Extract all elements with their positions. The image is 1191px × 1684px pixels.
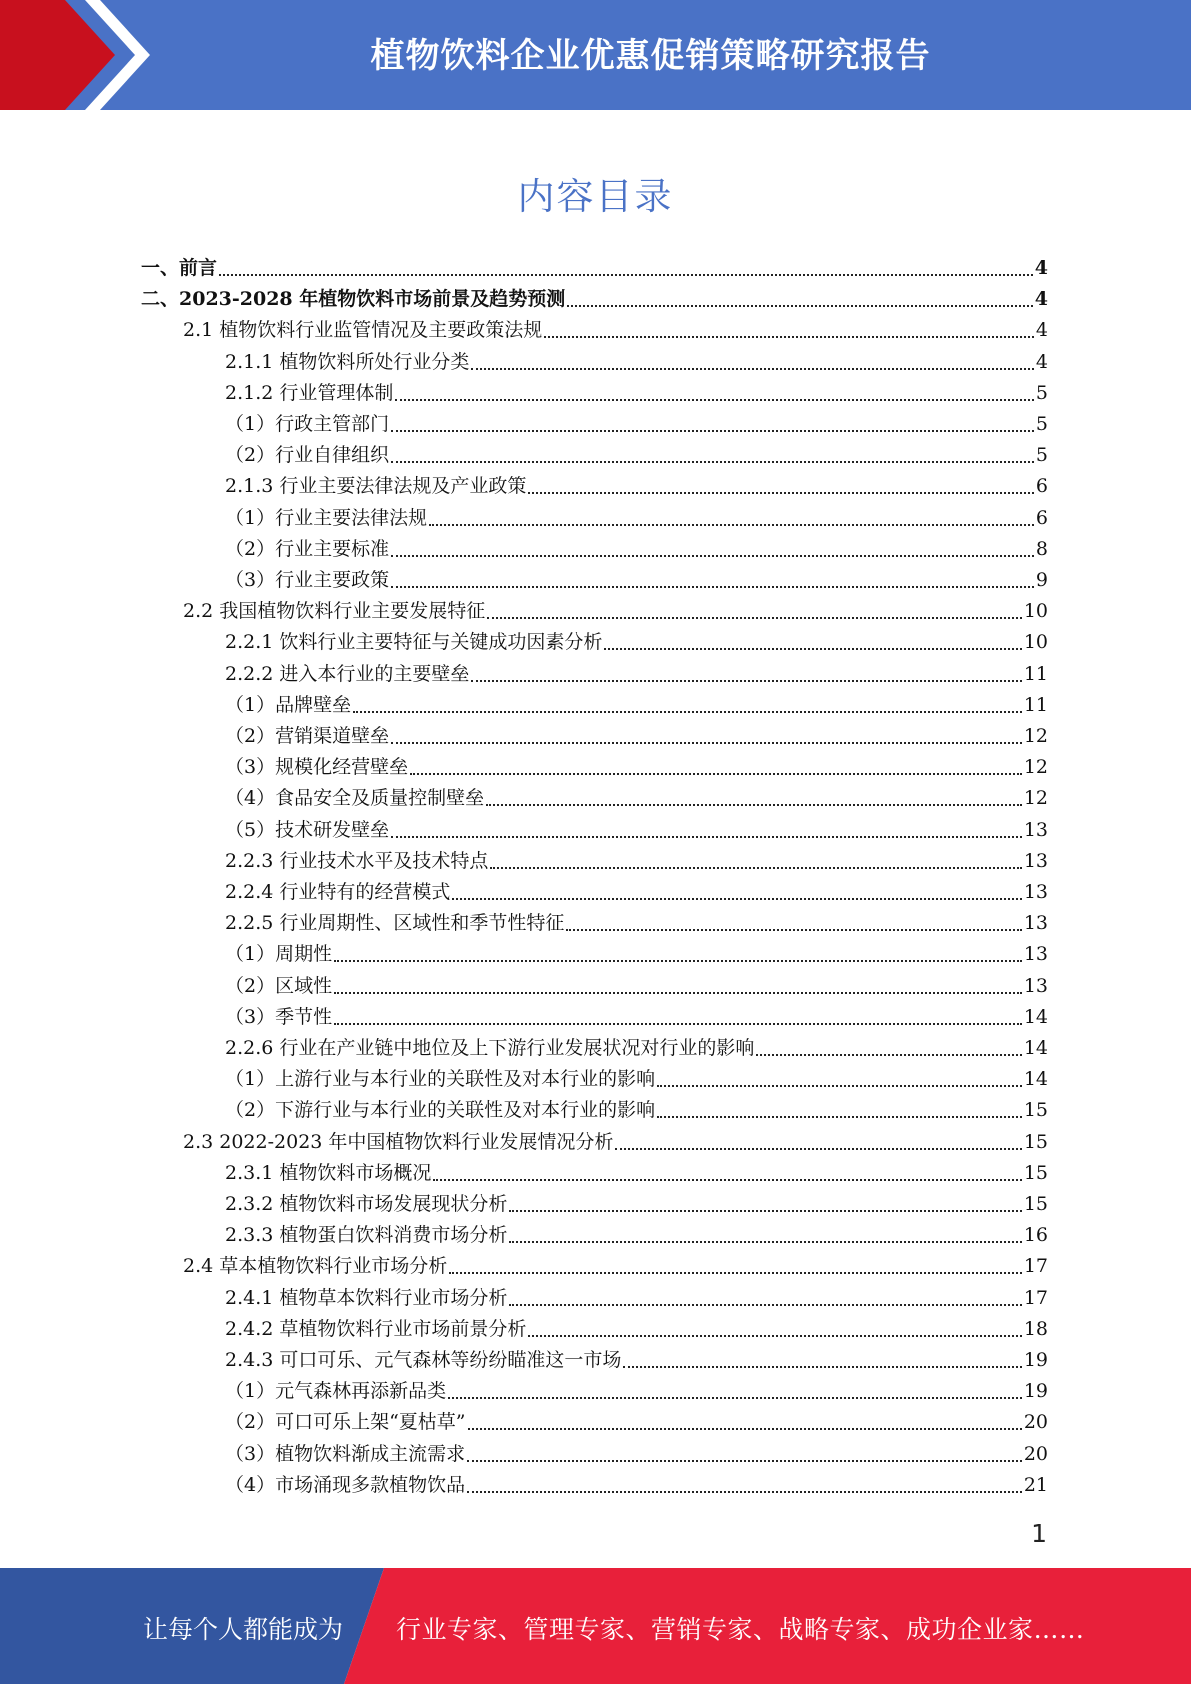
- toc-entry-page: 13: [1023, 912, 1048, 934]
- toc-entry[interactable]: [225, 815, 1048, 846]
- toc-leader-dots: [566, 929, 1021, 931]
- toc-entry-page: 15: [1023, 1193, 1048, 1215]
- toc-entry-label: （3）季节性: [225, 1006, 333, 1028]
- toc-entry-page: 13: [1023, 881, 1048, 903]
- toc-leader-dots: [334, 960, 1022, 962]
- toc-entry-page: 20: [1023, 1443, 1048, 1465]
- toc-entry-label: （3）规模化经营壁垒: [225, 756, 409, 778]
- report-title: 植物饮料企业优惠促销策略研究报告: [370, 36, 931, 76]
- footer-slogan-right: 行业专家、管理专家、营销专家、战略专家、成功企业家……: [396, 1615, 1085, 1644]
- toc-entry-page: 5: [1035, 413, 1048, 435]
- toc-entry[interactable]: [183, 315, 1048, 346]
- toc-entry-page: 19: [1023, 1380, 1048, 1402]
- toc-leader-dots: [468, 1428, 1022, 1430]
- toc-entry-label: （1）元气森林再添新品类: [225, 1380, 447, 1402]
- toc-entry-page: 16: [1023, 1224, 1048, 1246]
- footer-band: [0, 1568, 1191, 1684]
- toc-entry-label: 2.4 草本植物饮料行业市场分析: [183, 1255, 448, 1277]
- toc-entry[interactable]: [225, 1189, 1048, 1220]
- toc-entry-page: 11: [1023, 663, 1048, 685]
- toc-entry-page: 13: [1023, 943, 1048, 965]
- toc-entry[interactable]: [225, 1314, 1048, 1345]
- toc-entry-label: 2.3.2 植物饮料市场发展现状分析: [225, 1193, 508, 1215]
- toc-leader-dots: [391, 836, 1022, 838]
- toc-entry-label: 2.2.5 行业周期性、区域性和季节性特征: [225, 912, 565, 934]
- toc-leader-dots: [452, 898, 1021, 900]
- toc-entry-page: 13: [1023, 975, 1048, 997]
- toc-entry-label: 2.1.3 行业主要法律法规及产业政策: [225, 475, 527, 497]
- toc-entry[interactable]: [225, 846, 1048, 877]
- toc-leader-dots: [756, 1054, 1021, 1056]
- toc-entry-label: 2.4.1 植物草本饮料行业市场分析: [225, 1287, 508, 1309]
- toc-entry[interactable]: [141, 284, 1048, 315]
- toc-leader-dots: [490, 867, 1021, 869]
- toc-entry[interactable]: [225, 534, 1048, 565]
- toc-entry[interactable]: [225, 347, 1048, 378]
- toc-leader-dots: [657, 1085, 1022, 1087]
- toc-leader-dots: [528, 492, 1034, 494]
- toc-entry-label: 一、前言: [141, 257, 218, 279]
- toc-leader-dots: [471, 680, 1021, 682]
- toc-entry-page: 12: [1023, 756, 1048, 778]
- toc-entry[interactable]: [225, 971, 1048, 1002]
- toc-heading: 内容目录: [517, 175, 674, 218]
- toc-leader-dots: [623, 1366, 1021, 1368]
- toc-leader-dots: [391, 461, 1034, 463]
- toc-leader-dots: [487, 617, 1022, 619]
- toc-entry-page: 4: [1035, 319, 1048, 341]
- toc-leader-dots: [467, 1491, 1022, 1493]
- toc-entry-page: 12: [1023, 787, 1048, 809]
- toc-entry[interactable]: [225, 877, 1048, 908]
- toc-leader-dots: [604, 648, 1021, 650]
- toc-leader-dots: [509, 1304, 1021, 1306]
- toc-leader-dots: [219, 274, 1033, 276]
- toc-entry-label: （3）行业主要政策: [225, 569, 390, 591]
- toc-entry[interactable]: [225, 627, 1048, 658]
- toc-entry[interactable]: [225, 1220, 1048, 1251]
- toc-entry-label: 2.2.3 行业技术水平及技术特点: [225, 850, 489, 872]
- toc-entry[interactable]: [225, 908, 1048, 939]
- toc-entry[interactable]: [225, 1407, 1048, 1438]
- toc-entry-label: 2.2.2 进入本行业的主要壁垒: [225, 663, 470, 685]
- toc-leader-dots: [448, 1397, 1022, 1399]
- toc-leader-dots: [657, 1116, 1022, 1118]
- toc-entry-label: 2.4.2 草植物饮料行业市场前景分析: [225, 1318, 527, 1340]
- toc-leader-dots: [615, 1148, 1021, 1150]
- toc-entry-label: 2.2.1 饮料行业主要特征与关键成功因素分析: [225, 631, 603, 653]
- toc-entry-page: 9: [1035, 569, 1048, 591]
- toc-entry-label: 2.2 我国植物饮料行业主要发展特征: [183, 600, 486, 622]
- toc-leader-dots: [509, 1241, 1021, 1243]
- toc-entry[interactable]: [225, 659, 1048, 690]
- toc-leader-dots: [395, 399, 1034, 401]
- toc-entry[interactable]: [225, 721, 1048, 752]
- toc-entry-label: （1）行政主管部门: [225, 413, 390, 435]
- toc-entry[interactable]: [225, 1158, 1048, 1189]
- toc-leader-dots: [391, 555, 1034, 557]
- toc-entry-label: （2）可口可乐上架“夏枯草”: [225, 1411, 466, 1433]
- toc-entry[interactable]: [225, 1064, 1048, 1095]
- toc-entry-label: （1）周期性: [225, 943, 333, 965]
- toc-entry-label: 2.1.2 行业管理体制: [225, 382, 394, 404]
- toc-entry-label: 2.1.1 植物饮料所处行业分类: [225, 351, 470, 373]
- toc-leader-dots: [471, 368, 1034, 370]
- toc-entry-label: 2.2.4 行业特有的经营模式: [225, 881, 451, 903]
- toc-entry[interactable]: [225, 1095, 1048, 1126]
- toc-entry[interactable]: [225, 1283, 1048, 1314]
- toc-entry[interactable]: [225, 565, 1048, 596]
- toc-entry-page: 5: [1035, 382, 1048, 404]
- toc-entry[interactable]: [225, 471, 1048, 502]
- toc-entry[interactable]: [183, 1127, 1048, 1158]
- toc-entry[interactable]: [225, 440, 1048, 471]
- toc-entry-label: （1）行业主要法律法规: [225, 507, 428, 529]
- toc-entry[interactable]: [225, 503, 1048, 534]
- toc-entry-page: 11: [1023, 694, 1048, 716]
- toc-entry-page: 21: [1023, 1474, 1048, 1496]
- toc-entry-label: 2.1 植物饮料行业监管情况及主要政策法规: [183, 319, 543, 341]
- toc-entry[interactable]: [225, 1345, 1048, 1376]
- toc-entry-page: 4: [1035, 351, 1048, 373]
- toc-leader-dots: [528, 1335, 1021, 1337]
- toc-entry-label: 2.3.1 植物饮料市场概况: [225, 1162, 432, 1184]
- header-band: [0, 0, 1191, 110]
- toc-leader-dots: [567, 305, 1033, 307]
- toc-entry-page: 4: [1034, 257, 1048, 279]
- toc-leader-dots: [410, 773, 1022, 775]
- toc-entry-page: 17: [1023, 1255, 1048, 1277]
- toc-entry[interactable]: [225, 1033, 1048, 1064]
- toc-entry[interactable]: [225, 752, 1048, 783]
- toc-entry-label: （5）技术研发壁垒: [225, 819, 390, 841]
- toc-entry-page: 14: [1023, 1068, 1048, 1090]
- toc-entry-page: 6: [1035, 507, 1048, 529]
- toc-entry-page: 10: [1023, 600, 1048, 622]
- toc-entry-page: 8: [1035, 538, 1048, 560]
- toc-entry-label: （4）市场涌现多款植物饮品: [225, 1474, 466, 1496]
- toc-entry[interactable]: [225, 409, 1048, 440]
- toc-entry[interactable]: [141, 253, 1048, 284]
- toc-entry-page: 12: [1023, 725, 1048, 747]
- toc-entry[interactable]: [225, 1439, 1048, 1470]
- toc-entry[interactable]: [183, 1251, 1048, 1282]
- toc-entry-label: 2.3.3 植物蛋白饮料消费市场分析: [225, 1224, 508, 1246]
- toc-leader-dots: [467, 1460, 1022, 1462]
- footer-slogan-left: 让每个人都能成为: [143, 1615, 344, 1644]
- toc-entry[interactable]: [183, 596, 1048, 627]
- toc-entry-page: 15: [1023, 1162, 1048, 1184]
- toc-entry-page: 4: [1034, 288, 1048, 310]
- toc-entry-page: 10: [1023, 631, 1048, 653]
- toc-entry-page: 14: [1023, 1037, 1048, 1059]
- toc-entry-label: 2.3 2022-2023 年中国植物饮料行业发展情况分析: [183, 1131, 614, 1153]
- toc-entry[interactable]: [225, 1002, 1048, 1033]
- toc-leader-dots: [449, 1272, 1022, 1274]
- toc-entry-label: （4）食品安全及质量控制壁垒: [225, 787, 485, 809]
- toc-entry[interactable]: [225, 783, 1048, 814]
- toc-entry-page: 5: [1035, 444, 1048, 466]
- toc-entry[interactable]: [225, 690, 1048, 721]
- toc-leader-dots: [391, 430, 1034, 432]
- toc-entry-label: （1）品牌壁垒: [225, 694, 352, 716]
- toc-entry-label: （2）下游行业与本行业的关联性及对本行业的影响: [225, 1099, 656, 1121]
- toc-leader-dots: [334, 992, 1022, 994]
- toc-entry-label: 二、2023-2028 年植物饮料市场前景及趋势预测: [141, 288, 566, 310]
- toc-entry-page: 18: [1023, 1318, 1048, 1340]
- toc-entry-label: （3）植物饮料渐成主流需求: [225, 1443, 466, 1465]
- page-number: 1: [1031, 1519, 1047, 1548]
- toc-leader-dots: [544, 336, 1034, 338]
- toc-entry-label: 2.4.3 可口可乐、元气森林等纷纷瞄准这一市场: [225, 1349, 622, 1371]
- toc-entry[interactable]: [225, 378, 1048, 409]
- toc-entry-page: 15: [1023, 1099, 1048, 1121]
- toc-entry-label: （2）行业主要标准: [225, 538, 390, 560]
- toc-entry-page: 15: [1023, 1131, 1048, 1153]
- toc-entry-label: （2）营销渠道壁垒: [225, 725, 390, 747]
- toc-leader-dots: [429, 524, 1034, 526]
- toc-entry[interactable]: [225, 1376, 1048, 1407]
- toc-leader-dots: [391, 586, 1034, 588]
- toc-entry[interactable]: [225, 939, 1048, 970]
- toc-entry-page: 6: [1035, 475, 1048, 497]
- toc-entry-page: 20: [1023, 1411, 1048, 1433]
- toc-entry-label: （1）上游行业与本行业的关联性及对本行业的影响: [225, 1068, 656, 1090]
- toc-entry-label: 2.2.6 行业在产业链中地位及上下游行业发展状况对行业的影响: [225, 1037, 755, 1059]
- toc-entry-label: （2）区域性: [225, 975, 333, 997]
- toc-entry-page: 13: [1023, 850, 1048, 872]
- toc-leader-dots: [391, 742, 1022, 744]
- toc-leader-dots: [334, 1023, 1022, 1025]
- toc-entry-label: （2）行业自律组织: [225, 444, 390, 466]
- toc-entry-page: 19: [1023, 1349, 1048, 1371]
- toc-entry[interactable]: [225, 1470, 1048, 1501]
- toc-leader-dots: [353, 711, 1022, 713]
- toc-leader-dots: [509, 1210, 1021, 1212]
- toc-entry-page: 13: [1023, 819, 1048, 841]
- toc-leader-dots: [433, 1179, 1021, 1181]
- toc-leader-dots: [486, 804, 1022, 806]
- toc-entry-page: 17: [1023, 1287, 1048, 1309]
- toc-entry-page: 14: [1023, 1006, 1048, 1028]
